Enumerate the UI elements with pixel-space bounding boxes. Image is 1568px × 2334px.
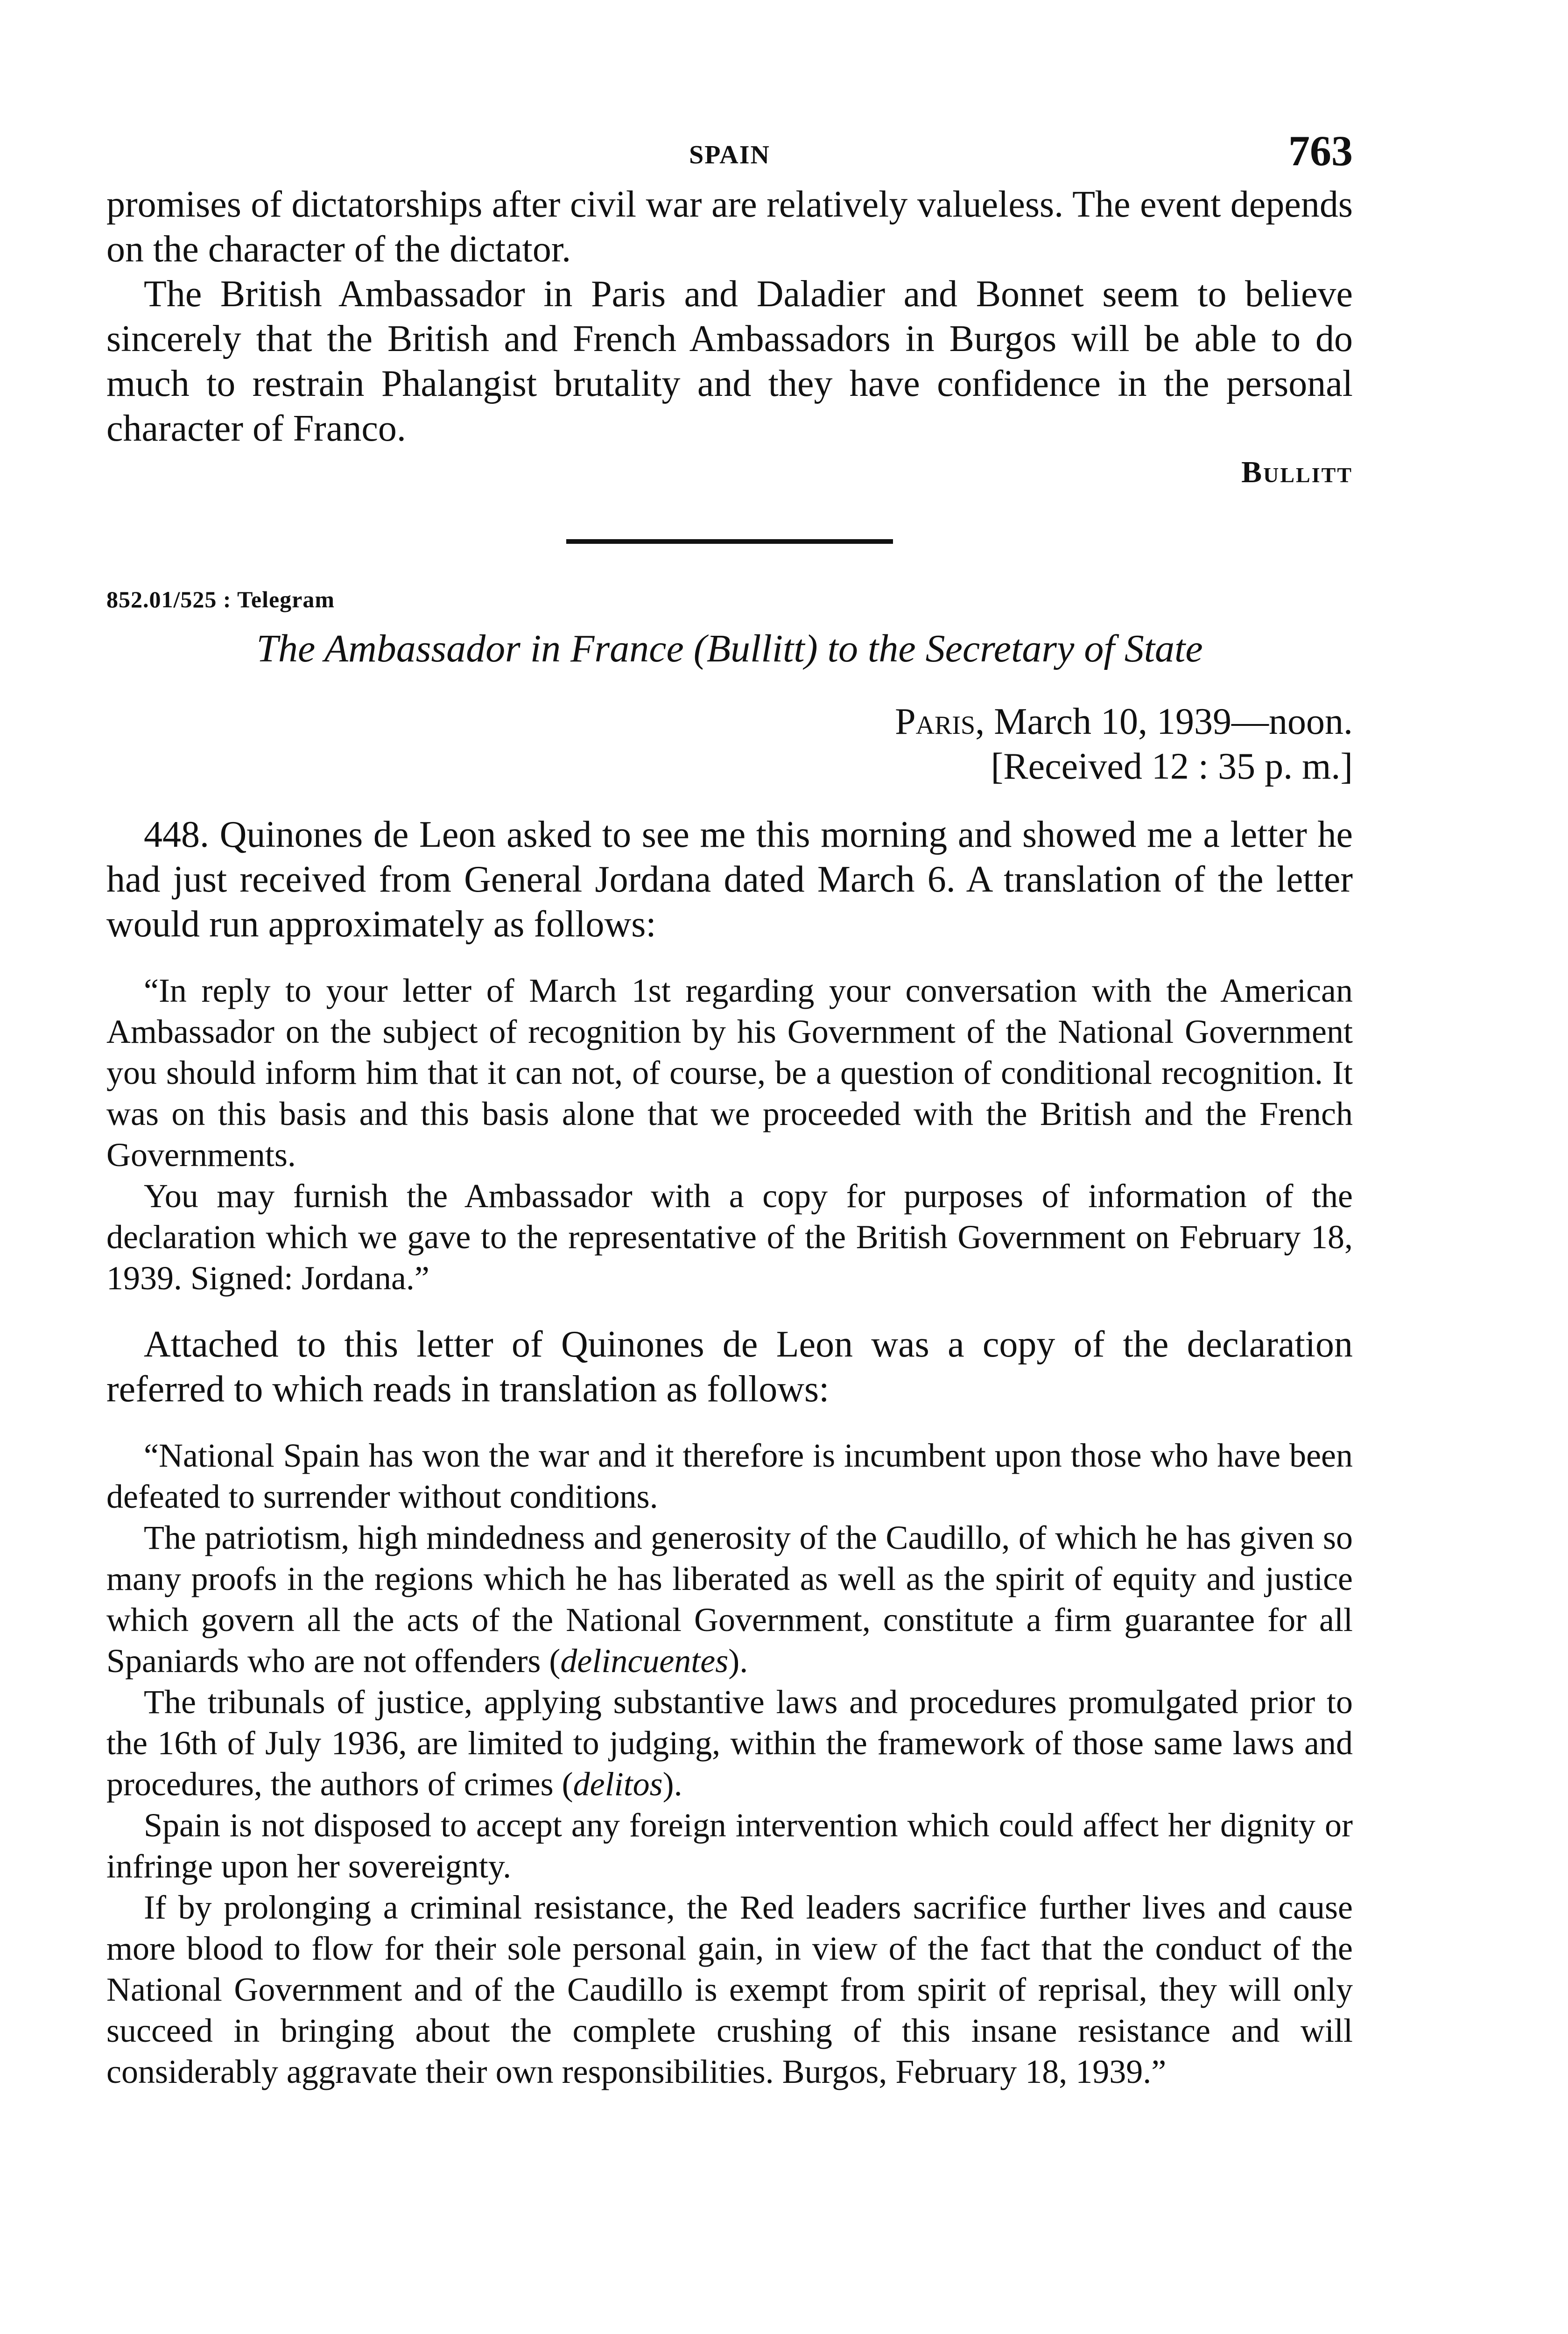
attached-paragraph: Attached to this letter of Quinones de Leon was a copy of the declaration referred to which reads in translation as follows:: [106, 1324, 1353, 1410]
dateline-date: March 10, 1939—noon.: [984, 701, 1353, 742]
running-header: [106, 126, 1353, 182]
continued-paragraph: promises of dictatorships after civil war are relatively valueless. The event depends on the character of the dictator.: [106, 184, 1353, 270]
declaration-text: ).: [662, 1765, 682, 1803]
page-number: 763: [1288, 127, 1353, 175]
letter-quote-paragraph: You may furnish the Ambassador with a copy for purposes of information of the declaration which we gave to the representative of the British Government on February 18, 1939. Signed: Jordana.”: [106, 1177, 1353, 1297]
document-reference: 852.01/525 : Telegram: [106, 586, 335, 612]
section-divider: [566, 539, 893, 544]
italic-term: delitos: [573, 1765, 663, 1803]
document-heading: The Ambassador in France (Bullitt) to the Secretary of State: [256, 627, 1203, 670]
declaration-text: ).: [728, 1642, 748, 1680]
telegram-intro: 448. Quinones de Leon asked to see me this morning and showed me a letter he had just received from General Jordana dated March 6. A translation of the letter would run approximately as follows:: [106, 814, 1353, 945]
received-time: [Received 12 : 35 p. m.]: [991, 746, 1353, 787]
italic-term: delincuentes: [560, 1642, 729, 1680]
declaration-paragraph: [106, 1681, 1353, 1805]
letter-quote: [106, 970, 1353, 1299]
document-page: [106, 126, 1353, 2092]
declaration-paragraph: [106, 1517, 1353, 1681]
letter-quote-paragraph: “In reply to your letter of March 1st regarding your conversation with the American Ambassador on the subject of recognition by his Government of the National Government you should inform him that it can not, of course, be a question of conditional recognition. It was on this basis and this basis alone that we proceeded with the British and the French Governments.: [106, 972, 1353, 1174]
declaration-paragraph: “National Spain has won the war and it therefore is incumbent upon those who have been defeated to surrender without conditions.: [106, 1437, 1353, 1515]
declaration-text: The tribunals of justice, applying substantive laws and procedures promulgated prior to the 16th of July 1936, are limited to judging, within the framework of those same laws and procedures, the authors of crimes (: [106, 1683, 1353, 1803]
declaration-text: The patriotism, high mindedness and generosity of the Caudillo, of which he has given so many proofs in the regions which he has liberated as well as the spirit of equity and justice which govern all the acts of the National Government, constitute a firm guarantee for all Spaniards who are not offenders (: [106, 1519, 1353, 1680]
running-title: SPAIN: [689, 141, 770, 169]
dateline: [106, 699, 1353, 744]
ambassador-paragraph: The British Ambassador in Paris and Daladier and Bonnet seem to believe sincerely that the British and French Ambassadors in Burgos will be able to do much to restrain Phalangist brutality and they have confidence in the personal character of Franco.: [106, 274, 1353, 449]
declaration-paragraph: Spain is not disposed to accept any foreign intervention which could affect her dignity or infringe upon her sovereignty.: [106, 1807, 1353, 1885]
dateline-place: Paris,: [895, 701, 985, 742]
signature-bullitt: Bullitt: [1241, 455, 1353, 489]
declaration-paragraph: If by prolonging a criminal resistance, the Red leaders sacrifice further lives and cause more blood to flow for their sole personal gain, in view of the fact that the conduct of the National Government and of the Caudillo is exempt from spirit of reprisal, they will only succeed in bringing about the complete crushing of this insane resistance and will considerably aggravate their own responsibilities. Burgos, February 18, 1939.”: [106, 1889, 1353, 2090]
declaration-quote: [106, 1435, 1353, 2092]
